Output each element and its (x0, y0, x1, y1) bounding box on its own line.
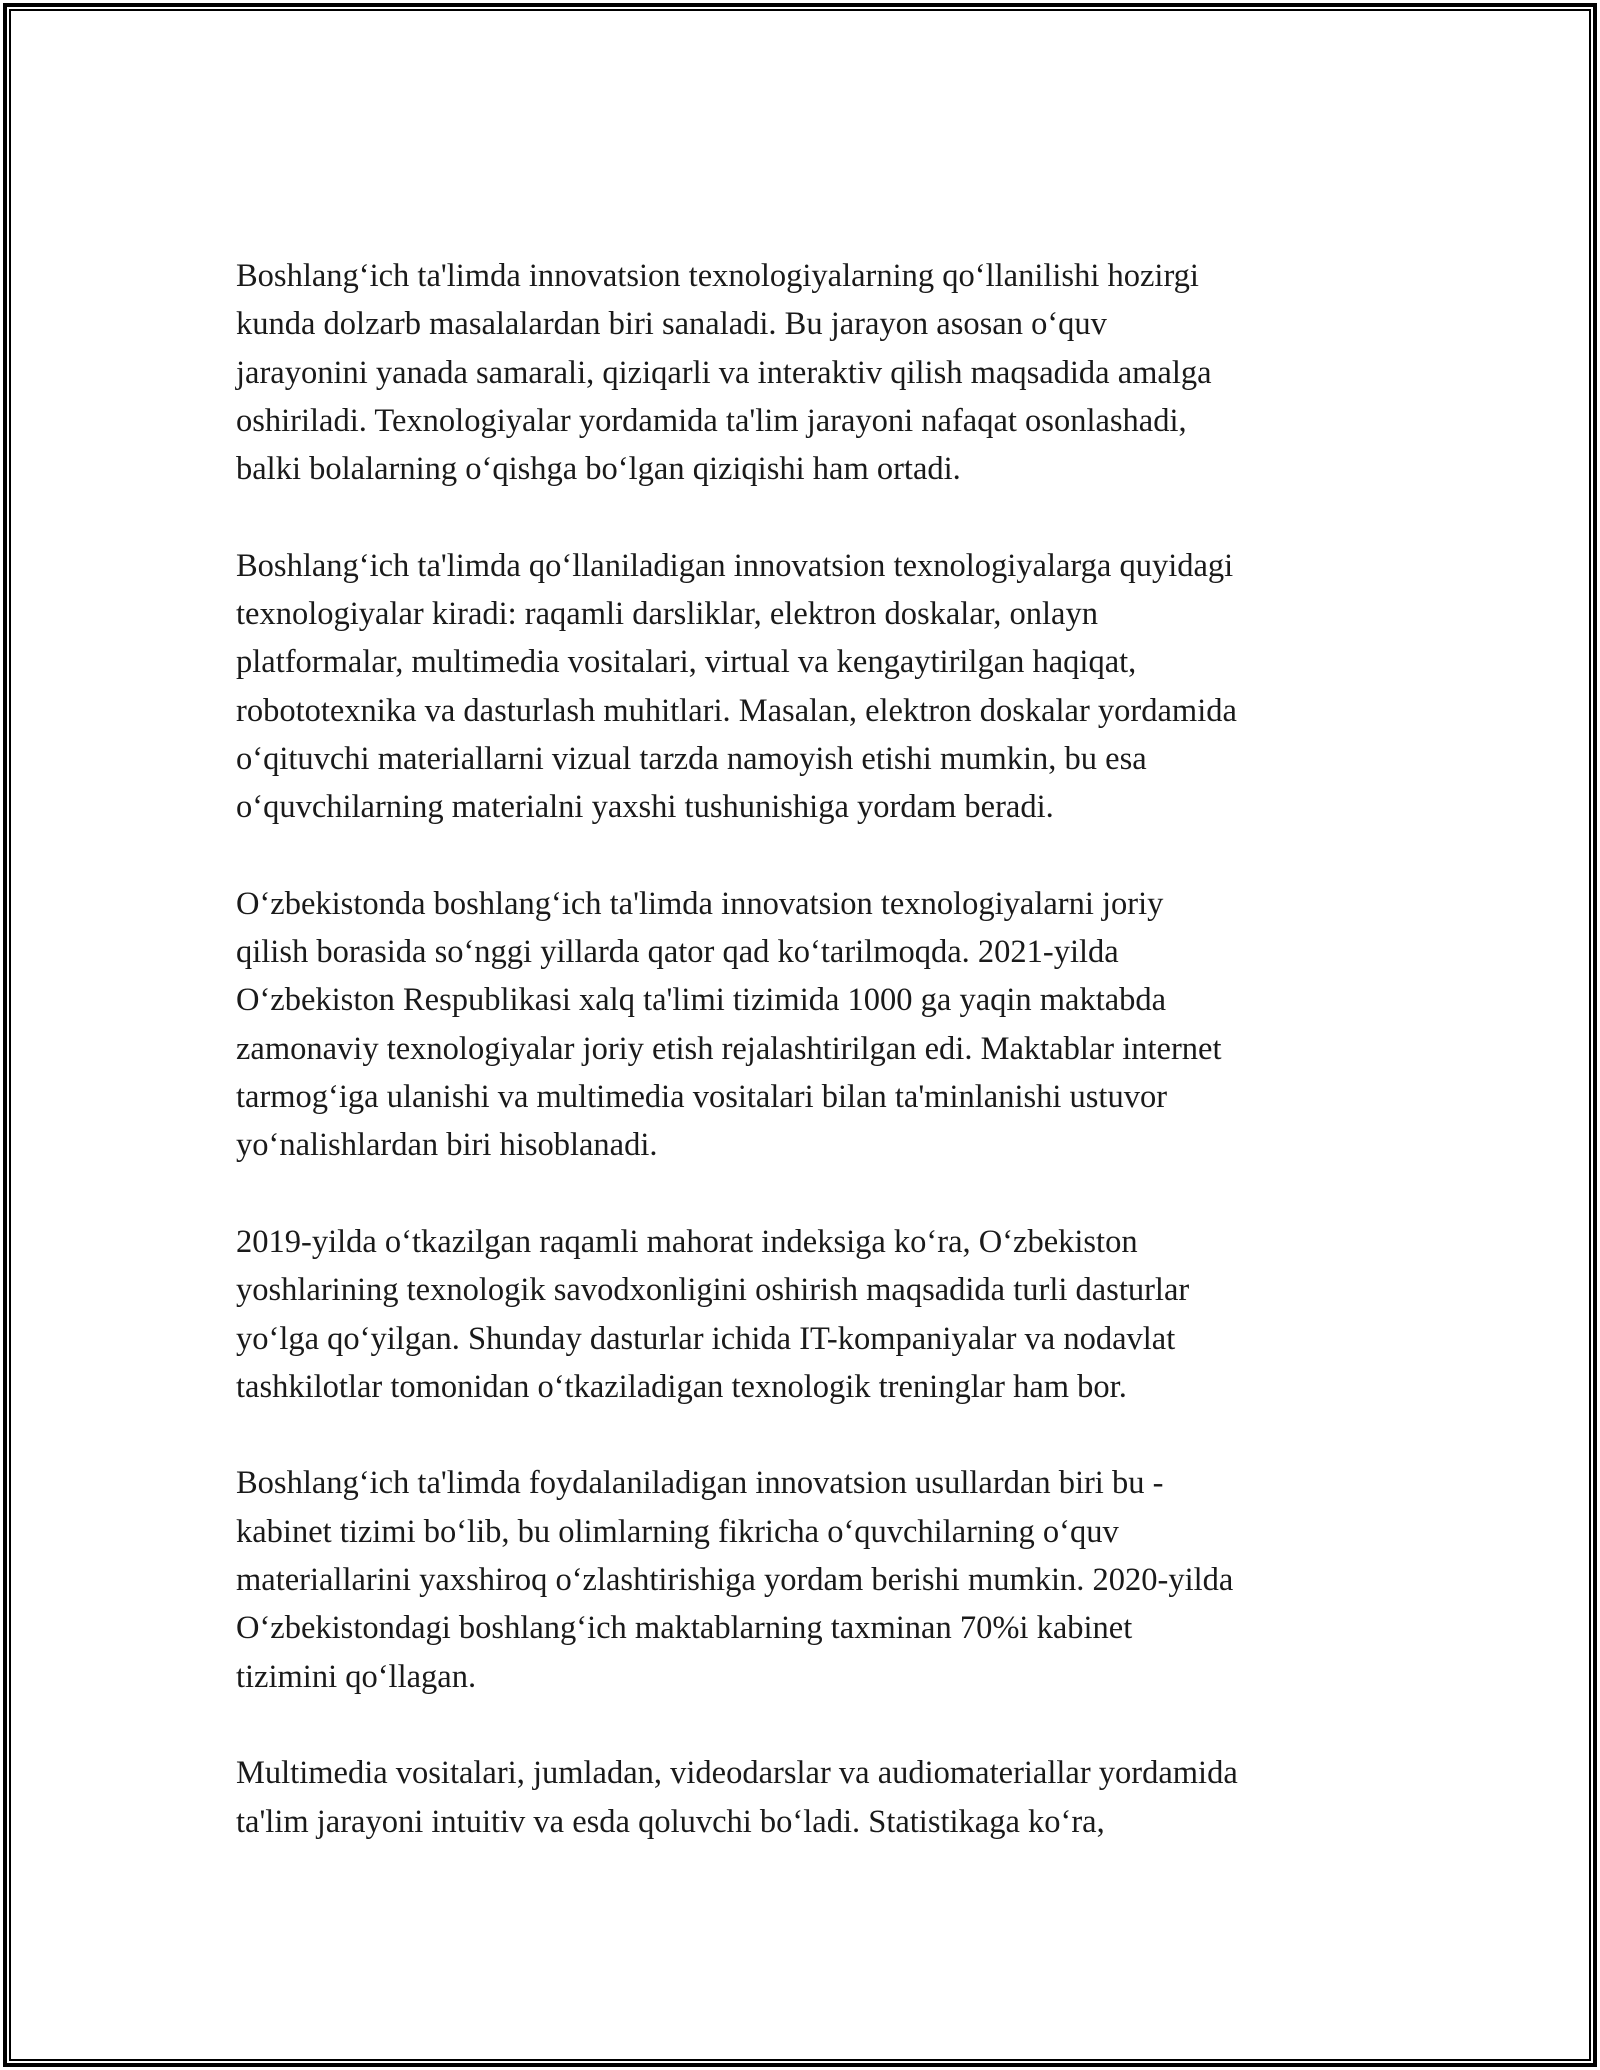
text-line: robototexnika va dasturlash muhitlari. Masalan, elektron doskalar yordamida (236, 692, 1237, 729)
text-line: Boshlang‘ich ta'limda innovatsion texnologiyalarning qo‘llanilishi hozirgi (236, 258, 1199, 294)
text-line: ta'lim jarayoni intuitiv va esda qoluvchi bo‘ladi. Statistikaga ko‘ra, (236, 1803, 1105, 1840)
text-line: O‘zbekiston Respublikasi xalq ta'limi tizimida 1000 ga yaqin maktabda (236, 982, 1167, 1019)
paragraph-1 (236, 252, 1396, 493)
text-line: platformalar, multimedia vositalari, virtual va kengaytirilgan haqiqat, (236, 644, 1137, 681)
text-line: qilish borasida so‘nggi yillarda qator qad ko‘tarilmoqda. 2021-yilda (236, 934, 1119, 971)
text-line: yo‘nalishlardan biri hisoblanadi. (236, 1127, 658, 1164)
text-line: o‘qituvchi materiallarni vizual tarzda namoyish etishi mumkin, bu esa (236, 740, 1147, 777)
paragraph-3 (236, 880, 1396, 1170)
paragraph-6 (236, 1749, 1396, 1846)
text-line: O‘zbekistondagi boshlang‘ich maktablarning taxminan 70%i kabinet (236, 1610, 1133, 1647)
text-line: tashkilotlar tomonidan o‘tkaziladigan texnologik treninglar ham bor. (236, 1368, 1127, 1405)
document-body (236, 252, 1396, 1894)
text-line: zamonaviy texnologiyalar joriy etish rejalashtirilgan edi. Maktablar internet (236, 1030, 1222, 1067)
text-line: Boshlang‘ich ta'limda qo‘llaniladigan innovatsion texnologiyalarga quyidagi (236, 547, 1234, 584)
text-line: yo‘lga qo‘yilgan. Shunday dasturlar ichida IT-kompaniyalar va nodavlat (236, 1320, 1176, 1357)
text-line: Boshlang‘ich ta'limda foydalaniladigan innovatsion usullardan biri bu - (236, 1465, 1164, 1502)
text-line: balki bolalarning o‘qishga bo‘lgan qiziqishi ham ortadi. (236, 451, 961, 488)
paragraph-2 (236, 542, 1396, 832)
text-line: texnologiyalar kiradi: raqamli darsliklar, elektron doskalar, onlayn (236, 596, 1098, 633)
text-line: Multimedia vositalari, jumladan, videodarslar va audiomateriallar yordamida (236, 1755, 1238, 1792)
text-line: jarayonini yanada samarali, qiziqarli va interaktiv qilish maqsadida amalga (236, 354, 1212, 391)
text-line: yoshlarining texnologik savodxonligini oshirish maqsadida turli dasturlar (236, 1272, 1190, 1309)
text-line: tarmog‘iga ulanishi va multimedia vositalari bilan ta'minlanishi ustuvor (236, 1079, 1168, 1116)
text-line: kabinet tizimi bo‘lib, bu olimlarning fikricha o‘quvchilarning o‘quv (236, 1513, 1119, 1550)
text-line: materiallarini yaxshiroq o‘zlashtirishiga yordam berishi mumkin. 2020-yilda (236, 1562, 1234, 1599)
paragraph-5 (236, 1459, 1396, 1700)
text-line: o‘quvchilarning materialni yaxshi tushunishiga yordam beradi. (236, 789, 1054, 826)
text-line: tizimini qo‘llagan. (236, 1658, 477, 1695)
text-line: oshiriladi. Texnologiyalar yordamida ta'lim jarayoni nafaqat osonlashadi, (236, 402, 1187, 439)
text-line: kunda dolzarb masalalardan biri sanaladi. Bu jarayon asosan o‘quv (236, 306, 1107, 343)
text-line: 2019-yilda o‘tkazilgan raqamli mahorat indeksiga ko‘ra, O‘zbekiston (236, 1223, 1138, 1260)
text-line: O‘zbekistonda boshlang‘ich ta'limda innovatsion texnologiyalarni joriy (236, 885, 1164, 922)
paragraph-4 (236, 1218, 1396, 1411)
